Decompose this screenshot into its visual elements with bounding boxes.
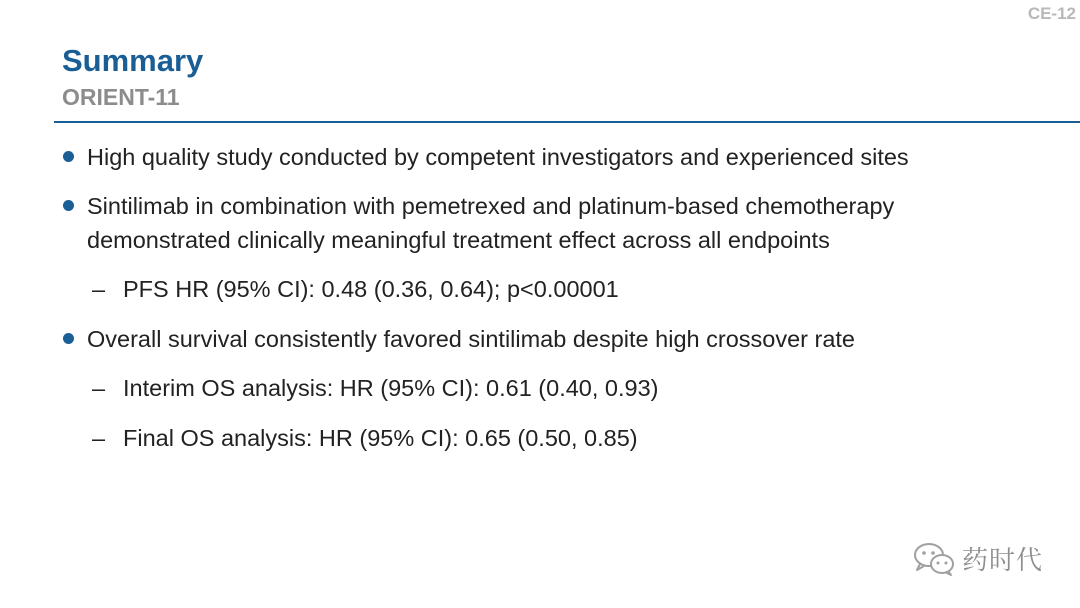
bullet-text: High quality study conducted by competent investigators and experienced sites [87, 144, 909, 170]
sub-bullet-text: Final OS analysis: HR (95% CI): 0.65 (0.50, 0.85) [123, 425, 638, 451]
bullet-dot-icon [63, 333, 74, 344]
bullet-item [87, 189, 1047, 257]
bullet-text: demonstrated clinically meaningful treatment effect across all endpoints [87, 227, 830, 253]
slide-title: Summary [62, 43, 204, 78]
slide-subtitle: ORIENT-11 [62, 84, 180, 110]
sub-bullet-item [92, 272, 1043, 306]
sub-bullet-item [92, 371, 1043, 405]
bullet-item [87, 140, 1047, 174]
bullet-dot-icon [63, 200, 74, 211]
bullet-dot-icon [63, 151, 74, 162]
wechat-logo-icon [912, 541, 956, 577]
title-divider [54, 121, 1080, 123]
bullet-text: Sintilimab in combination with pemetrexed and platinum-based chemotherapy [87, 193, 895, 219]
bullet-item [87, 322, 1047, 356]
sub-bullet-item [92, 421, 1043, 455]
slide-number: CE-12 [1027, 4, 1076, 23]
watermark [912, 540, 1043, 577]
dash-icon: – [92, 276, 106, 302]
dash-icon: – [92, 375, 106, 401]
dash-icon: – [92, 425, 106, 451]
watermark-text: 药时代 [962, 546, 1044, 576]
bullet-text: Overall survival consistently favored sintilimab despite high crossover rate [87, 326, 855, 352]
sub-bullet-text: PFS HR (95% CI): 0.48 (0.36, 0.64); p<0.00001 [123, 276, 619, 302]
sub-bullet-text: Interim OS analysis: HR (95% CI): 0.61 (0.40, 0.93) [123, 375, 659, 401]
